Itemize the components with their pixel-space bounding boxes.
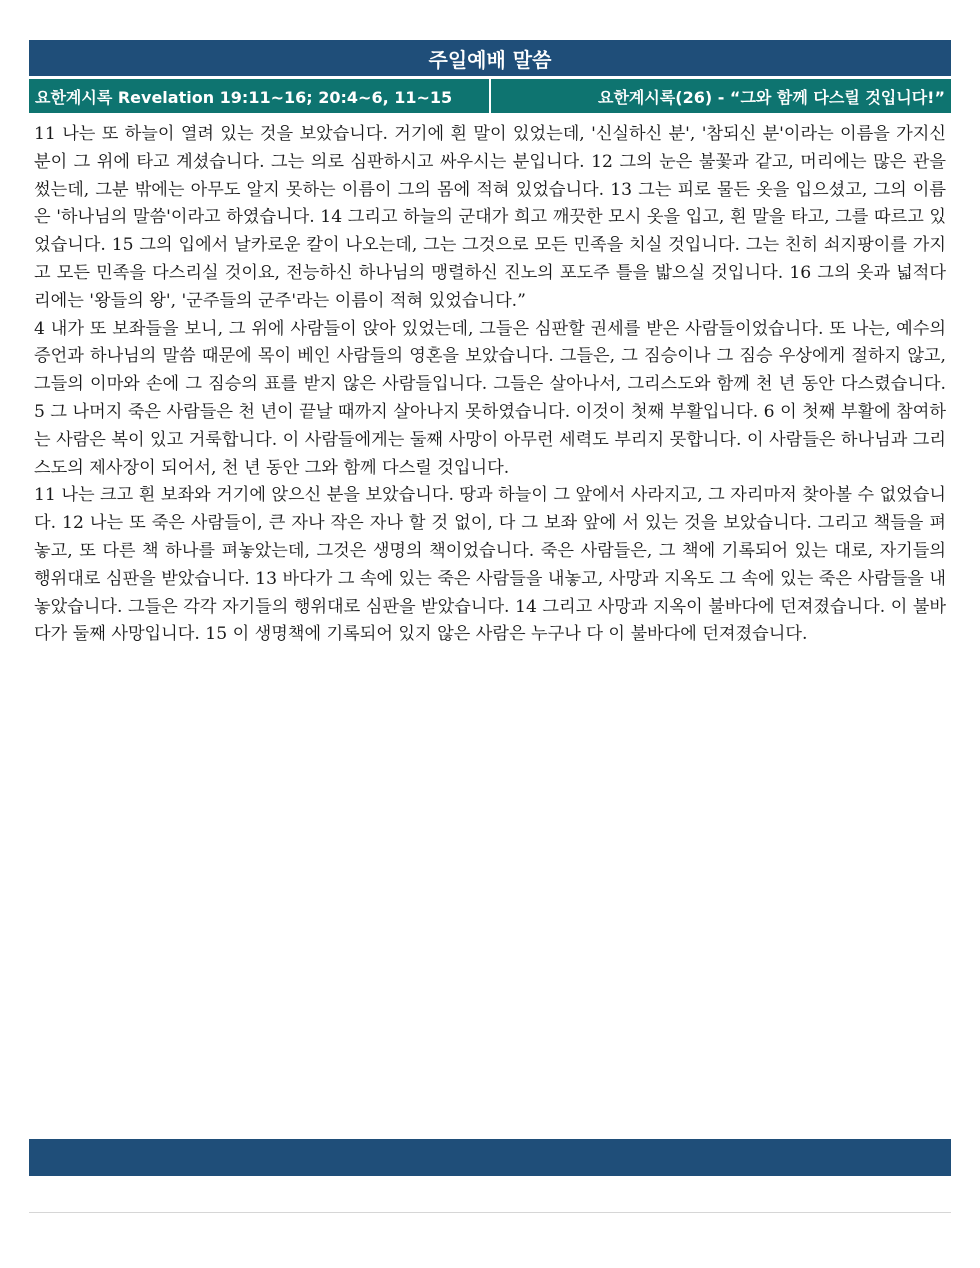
scripture-paragraph: 11 나는 또 하늘이 열려 있는 것을 보았습니다. 거기에 흰 말이 있었는데, '신실하신 분', '참되신 분'이라는 이름을 가지신 분이 그 위에 타고 계셨습니다. 그는 의로 심판하시고 싸우시는 분입니다. 12 그의 눈은 불꽃과 같고, 머리에는 많은 관을 썼는데, 그분 밖에는 아무도 알지 못하는 이름이 그의 몸에 적혀 있었습니다. 13 그는 피로 물든 옷을 입으셨고, 그의 이름은 '하나님의 말씀'이라고 하였습니다. 14 그리고 하늘의 군대가 희고 깨끗한 모시 옷을 입고, 흰 말을 타고, 그를 따르고 있었습니다. 15 그의 입에서 날카로운 칼이 나오는데, 그는 그것으로 모든 민족을 치실 것입니다. 그는 친히 쇠지팡이를 가지고 모든 민족을 다스리실 것이요, 전능하신 하나님의 맹렬하신 진노의 포도주 틀을 밟으실 것입니다. 16 그의 옷과 넓적다리에는 '왕들의 왕', '군주들의 군주'라는 이름이 적혀 있었습니다.” <box>34 124 946 311</box>
scripture-text <box>34 121 946 649</box>
scripture-paragraph: 4 내가 또 보좌들을 보니, 그 위에 사람들이 앉아 있었는데, 그들은 심판할 권세를 받은 사람들이었습니다. 또 나는, 예수의 증언과 하나님의 말씀 때문에 목이 베인 사람들의 영혼을 보았습니다. 그들은, 그 짐승이나 그 짐승 우상에게 절하지 않고, 그들의 이마와 손에 그 짐승의 표를 받지 않은 사람들입니다. 그들은 살아나서, 그리스도와 함께 천 년 동안 다스렸습니다. 5 그 나머지 죽은 사람들은 천 년이 끝날 때까지 살아나지 못하였습니다. 이것이 첫째 부활입니다. 6 이 첫째 부활에 참여하는 사람은 복이 있고 거룩합니다. 이 사람들에게는 둘째 사망이 아무런 세력도 부리지 못합니다. 이 사람들은 하나님과 그리스도의 제사장이 되어서, 천 년 동안 그와 함께 다스릴 것입니다. <box>34 318 946 478</box>
scripture-reference: 요한계시록 Revelation 19:11~16; 20:4~6, 11~15 <box>29 79 489 113</box>
sermon-info-bar <box>29 79 951 113</box>
page-title: 주일예배 말씀 <box>428 47 552 72</box>
sermon-title: 요한계시록(26) - “그와 함께 다스릴 것입니다!” <box>491 79 951 113</box>
footer-bar <box>29 1139 951 1176</box>
page-title-bar <box>29 40 951 76</box>
scripture-paragraph: 11 나는 크고 흰 보좌와 거기에 앉으신 분을 보았습니다. 땅과 하늘이 그 앞에서 사라지고, 그 자리마저 찾아볼 수 없었습니다. 12 나는 또 죽은 사람들이, 큰 자나 작은 자나 할 것 없이, 다 그 보좌 앞에 서 있는 것을 보았습니다. 그리고 책들을 펴놓고, 또 다른 책 하나를 펴놓았는데, 그것은 생명의 책이었습니다. 죽은 사람들은, 그 책에 기록되어 있는 대로, 자기들의 행위대로 심판을 받았습니다. 13 바다가 그 속에 있는 죽은 사람들을 내놓고, 사망과 지옥도 그 속에 있는 죽은 사람들을 내놓았습니다. 그들은 각각 자기들의 행위대로 심판을 받았습니다. 14 그리고 사망과 지옥이 불바다에 던져졌습니다. 이 불바다가 둘째 사망입니다. 15 이 생명책에 기록되어 있지 않은 사람은 누구나 다 이 불바다에 던져졌습니다. <box>34 485 946 645</box>
footer-divider <box>29 1212 951 1213</box>
